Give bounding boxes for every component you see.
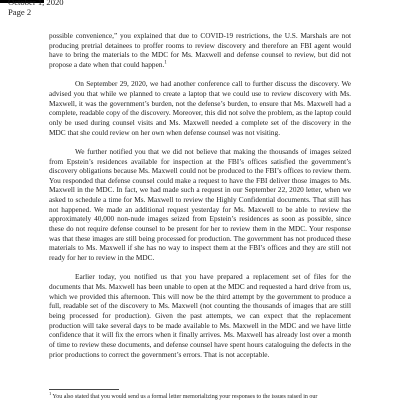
footnote-reference: 1 [164, 60, 167, 66]
paragraph-2: On September 29, 2020, we had another conference call to further discuss the discovery. We advised you that while we planned to create a laptop that we could use to review discovery with Ms. Maxwell, it was the government’s burden, not the defense’s burden, to ensure that Ms. Maxwell had a complete, readable copy of the discovery. Moreover, this did not solve the problem, as the laptop could only be used during counsel visits and Ms. Maxwell needed a complete set of the discovery in the MDC that she could review on her own when defense counsel was not visiting. [49, 79, 351, 137]
footnote-number: 1 [49, 391, 52, 396]
footnote [49, 391, 351, 401]
paragraph-1-text: possible convenience,” you explained that due to COVID-19 restrictions, the U.S. Marshals are not producing pretrial detainees to proffer rooms to review discovery and therefore an FBI agent would have to bring the materials to the MDC for Ms. Maxwell and defense counsel to review, but did not propose a date when that could happen. [49, 31, 351, 69]
page-number: Page 2 [8, 7, 32, 17]
page-header [8, 0, 64, 17]
paragraph-4: Earlier today, you notified us that you have prepared a replacement set of files for the documents that Ms. Maxwell has been unable to open at the MDC and requested a hard drive from us, which we provided this afternoon. This will now be the third attempt by the government to produce a full, readable set of the discovery to Ms. Maxwell (not counting the thousands of images that are still being processed for production). Given the past attempts, we can expect that the replacement production will take several days to be made available to Ms. Maxwell in the MDC and we have little confidence that it will fix the errors when it finally arrives. Ms. Maxwell has already lost over a month of time to review these documents, and defense counsel have spent hours cataloguing the defects in the prior productions to correct the government’s errors. That is not acceptable. [49, 272, 351, 359]
footnote-text: You also stated that you would send us a formal letter memorializing your responses to the issues raised in our [52, 394, 318, 400]
letter-date: October 1, 2020 [8, 0, 64, 7]
paragraph-3: We further notified you that we did not believe that making the thousands of images seized from Epstein’s residences available for inspection at the FBI’s offices satisfied the government’s discovery obligations because Ms. Maxwell could not be produced to the FBI’s offices to review them. You responded that defense counsel could make a request to have the FBI deliver those images to Ms. Maxwell in the MDC. In fact, we had made such a request in our September 22, 2020 letter, when we asked to schedule a time for Ms. Maxwell to review the Highly Confidential documents. That still has not happened. We made an additional request yesterday for Ms. Maxwell to be able to review the approximately 40,000 non-nude images seized from Epstein’s residences as soon as possible, since these do not require defense counsel to be present for her to review them in the MDC. Your response was that these images are still being processed for production. The government has not produced these materials to Ms. Maxwell if she has no way to inspect them at the FBI’s offices and they are still not ready for her to review in the MDC. [49, 146, 351, 263]
footnote-divider [49, 389, 119, 390]
paragraph-1 [49, 31, 351, 70]
letter-body [49, 31, 351, 369]
